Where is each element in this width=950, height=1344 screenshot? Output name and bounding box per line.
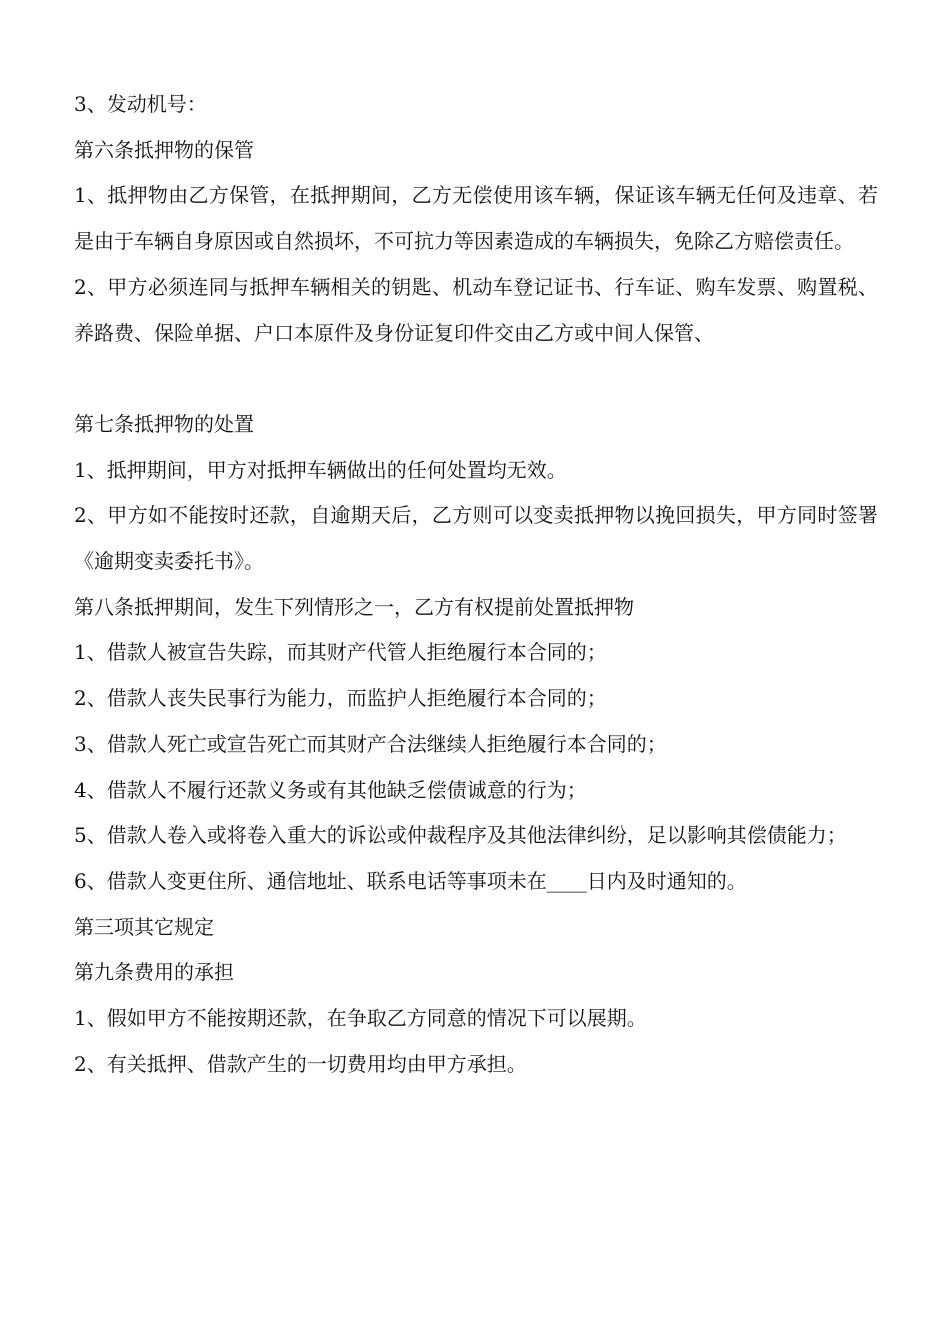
document-body	[74, 82, 878, 1087]
article-8-clause-4: 4、借款人不履行还款义务或有其他缺乏偿债诚意的行为；	[74, 777, 587, 802]
engine-number-line: 3、发动机号：	[74, 92, 207, 116]
article-7-heading: 第七条抵押物的处置	[74, 411, 254, 436]
article-6-clause-2: 2、甲方必须连同与抵押车辆相关的钥匙、机动车登记证书、行车证、购车发票、购置税、养路费、保险单据、户口本原件及身份证复印件交由乙方或中间人保管、	[74, 274, 878, 345]
article-7-clause-2: 2、甲方如不能按时还款，自逾期天后，乙方则可以变卖抵押物以挽回损失，甲方同时签署《逾期变卖委托书》。	[74, 503, 878, 574]
article-8-clause-5: 5、借款人卷入或将卷入重大的诉讼或仲裁程序及其他法律纠纷，足以影响其偿债能力；	[74, 823, 847, 848]
article-6-clause-1: 1、抵押物由乙方保管，在抵押期间，乙方无偿使用该车辆，保证该车辆无任何及违章、若是由于车辆自身原因或自然损坏，不可抗力等因素造成的车辆损失，免除乙方赔偿责任。	[74, 183, 878, 254]
article-9-clause-1: 1、假如甲方不能按期还款，在争取乙方同意的情况下可以展期。	[74, 1006, 647, 1031]
section-3-heading: 第三项其它规定	[74, 914, 214, 939]
article-7-clause-1: 1、抵押期间，甲方对抵押车辆做出的任何处置均无效。	[74, 457, 567, 482]
article-8-clause-2: 2、借款人丧失民事行为能力，而监护人拒绝履行本合同的；	[74, 686, 607, 711]
article-8-clause-1: 1、借款人被宣告失踪，而其财产代管人拒绝履行本合同的；	[74, 640, 607, 665]
article-8-clause-6: 6、借款人变更住所、通信地址、联系电话等事项未在____日内及时通知的。	[74, 868, 747, 893]
blank-line	[74, 356, 878, 402]
article-9-clause-2: 2、有关抵押、借款产生的一切费用均由甲方承担。	[74, 1051, 527, 1076]
article-8-clause-3: 3、借款人死亡或宣告死亡而其财产合法继续人拒绝履行本合同的；	[74, 731, 667, 756]
article-9-heading: 第九条费用的承担	[74, 960, 234, 985]
article-8-heading: 第八条抵押期间，发生下列情形之一，乙方有权提前处置抵押物	[74, 594, 634, 619]
article-6-heading: 第六条抵押物的保管	[74, 137, 254, 162]
